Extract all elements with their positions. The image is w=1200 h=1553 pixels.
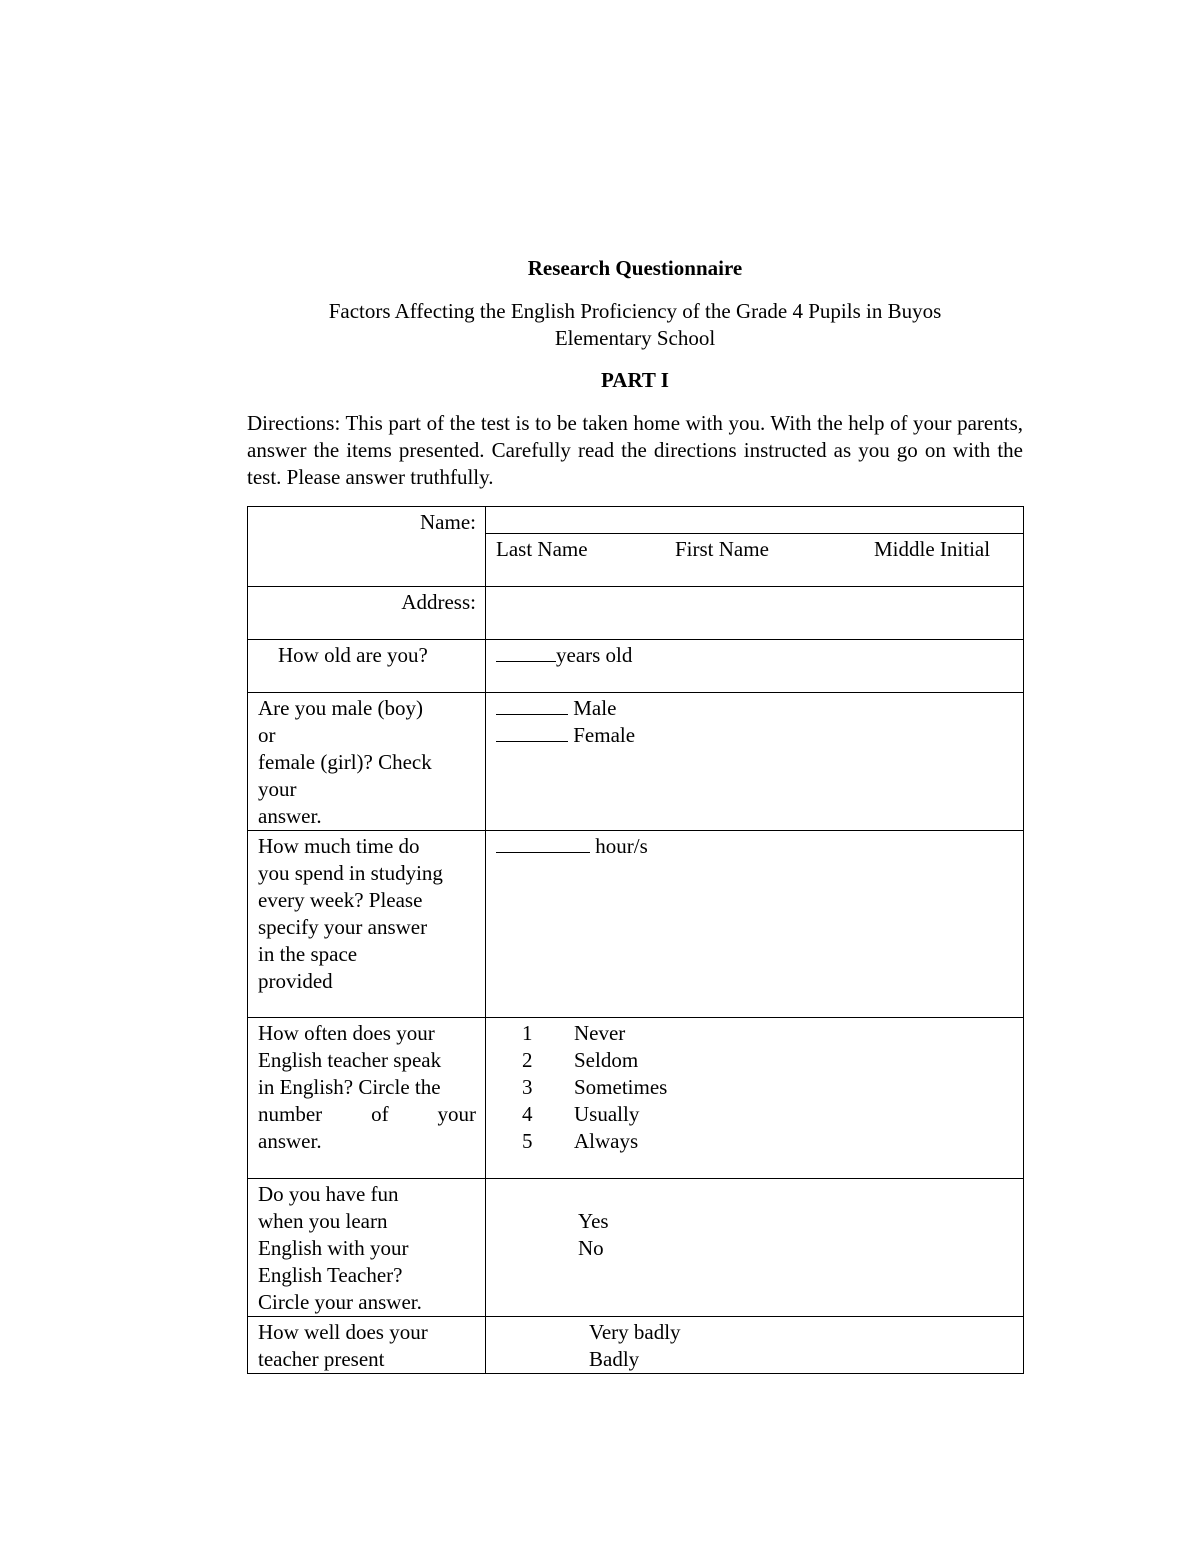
subtitle-line-1: Factors Affecting the English Proficiency of the Grade 4 Pupils in Buyos xyxy=(328,299,942,323)
present-label xyxy=(248,1317,486,1374)
subtitle-line-2: Elementary School xyxy=(554,326,716,350)
address-answer-cell[interactable] xyxy=(486,587,1024,640)
frequency-option[interactable]: 5 Always xyxy=(522,1129,639,1153)
teacher-english-label-line: answer. xyxy=(258,1129,322,1153)
study-time-label-line: How much time do xyxy=(258,834,420,858)
female-blank[interactable] xyxy=(496,723,568,742)
gender-option-male[interactable] xyxy=(496,695,1023,722)
frequency-option[interactable]: 3 Sometimes xyxy=(522,1075,668,1099)
gender-label xyxy=(248,693,486,831)
table-row-teacher-english xyxy=(248,1018,1024,1179)
present-answer-cell xyxy=(486,1317,1024,1374)
gender-label-line: answer. xyxy=(258,804,322,828)
table-row-address xyxy=(248,587,1024,640)
fun-label-line: English Teacher? xyxy=(258,1263,403,1287)
fun-option-no[interactable]: No xyxy=(578,1236,604,1260)
fun-answer-cell xyxy=(486,1179,1024,1317)
directions-paragraph: Directions: This part of the test is to be taken home with you. With the help of your parents, answer the items presented. Carefully read the directions instructed as you go on with the test. Please answer truthfully. xyxy=(247,411,1023,489)
part-heading: PART I xyxy=(601,368,669,392)
middle-initial-label: Middle Initial xyxy=(874,537,991,561)
first-name-label: First Name xyxy=(675,537,769,561)
present-option-badly[interactable]: Badly xyxy=(589,1347,640,1371)
study-time-label xyxy=(248,831,486,1018)
male-option-label: Male xyxy=(573,696,617,720)
teacher-english-label-line: English teacher speak xyxy=(258,1048,442,1072)
table-row-age xyxy=(248,640,1024,693)
name-answer-cell[interactable] xyxy=(486,507,1024,587)
male-blank[interactable] xyxy=(496,696,568,715)
study-time-suffix: hour/s xyxy=(595,834,648,858)
questionnaire-table xyxy=(247,506,1024,1374)
present-option-very-badly[interactable]: Very badly xyxy=(589,1320,681,1344)
study-time-label-line: in the space xyxy=(258,942,358,966)
teacher-english-label-line: How often does your xyxy=(258,1021,435,1045)
gender-option-female[interactable] xyxy=(496,722,1023,749)
last-name-label: Last Name xyxy=(496,537,588,561)
fun-option-yes[interactable]: Yes xyxy=(578,1209,609,1233)
gender-answer-cell xyxy=(486,693,1024,831)
table-row-present xyxy=(248,1317,1024,1374)
present-label-line: How well does your xyxy=(258,1320,428,1344)
table-row-study-time xyxy=(248,831,1024,1018)
study-time-label-line: you spend in studying xyxy=(258,861,443,885)
teacher-english-label-line: number of your xyxy=(258,1102,476,1126)
fun-label-line: when you learn xyxy=(258,1209,388,1233)
gender-label-line: female (girl)? Check xyxy=(258,750,432,774)
name-sub-labels xyxy=(486,534,1023,584)
name-write-line[interactable] xyxy=(486,507,1023,534)
study-time-label-line: provided xyxy=(258,969,333,993)
present-label-line: teacher present xyxy=(258,1347,385,1371)
frequency-option[interactable]: 4 Usually xyxy=(522,1102,640,1126)
age-suffix: years old xyxy=(556,643,633,667)
age-blank[interactable] xyxy=(496,643,556,662)
teacher-english-label xyxy=(248,1018,486,1179)
document-title: Research Questionnaire xyxy=(527,256,743,280)
age-answer-cell[interactable] xyxy=(486,640,1024,693)
table-row-name xyxy=(248,507,1024,587)
teacher-english-answer-cell xyxy=(486,1018,1024,1179)
age-label: How old are you? xyxy=(248,640,486,693)
gender-label-line: or xyxy=(258,723,276,747)
table-row-gender xyxy=(248,693,1024,831)
study-time-label-line: every week? Please xyxy=(258,888,423,912)
document-subtitle xyxy=(0,298,1200,352)
name-label: Name: xyxy=(248,507,486,587)
address-label: Address: xyxy=(248,587,486,640)
study-time-label-line: specify your answer xyxy=(258,915,428,939)
fun-label-line: Do you have fun xyxy=(258,1182,399,1206)
female-option-label: Female xyxy=(573,723,636,747)
gender-label-line: Are you male (boy) xyxy=(258,696,424,720)
fun-label xyxy=(248,1179,486,1317)
study-time-blank[interactable] xyxy=(496,834,590,853)
table-row-fun xyxy=(248,1179,1024,1317)
frequency-option[interactable]: 2 Seldom xyxy=(522,1048,639,1072)
study-time-answer-cell[interactable] xyxy=(486,831,1024,1018)
fun-label-line: Circle your answer. xyxy=(258,1290,422,1314)
gender-label-line: your xyxy=(258,777,297,801)
fun-label-line: English with your xyxy=(258,1236,409,1260)
teacher-english-label-line: in English? Circle the xyxy=(258,1075,441,1099)
frequency-option[interactable]: 1 Never xyxy=(522,1021,626,1045)
